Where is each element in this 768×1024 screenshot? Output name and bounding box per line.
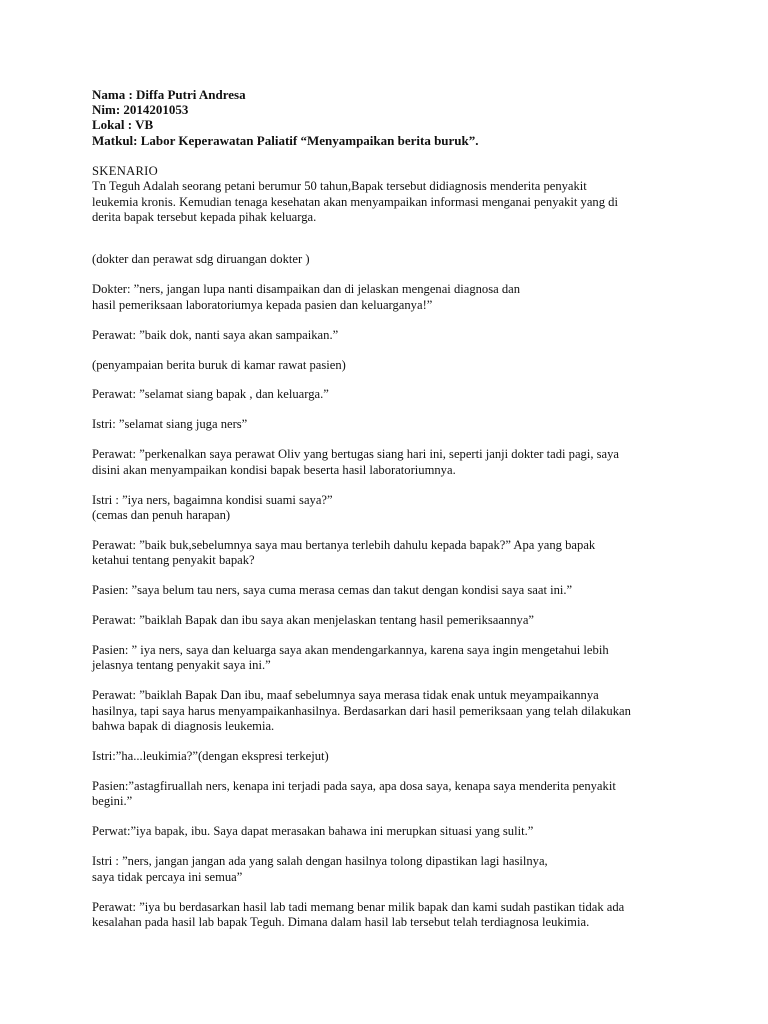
dialogue-line: Dokter: ”ners, jangan lupa nanti disampaikan dan di jelaskan mengenai diagnosa dan xyxy=(92,282,521,297)
paragraph-spacer xyxy=(92,373,692,388)
paragraph-spacer xyxy=(92,599,692,614)
dialogue-paragraph xyxy=(92,252,692,267)
paragraph-spacer xyxy=(92,885,692,900)
dialogue-line: Perawat: ”baik buk,sebelumnya saya mau bertanya terlebih dahulu kepada bapak?” Apa yang bapak xyxy=(92,537,596,552)
paragraph-spacer xyxy=(92,840,692,855)
dialogue-paragraph xyxy=(92,328,692,343)
document-content xyxy=(92,87,692,930)
dialogue-line: kesalahan pada hasil lab bapak Teguh. Dimana dalam hasil lab tersebut telah terdiagnosa leukimia. xyxy=(92,914,590,929)
scenario-line: leukemia kronis. Kemudian tenaga kesehatan akan menyampaikan informasi menganai penyakit yang di xyxy=(92,194,618,209)
dialogue-paragraph xyxy=(92,779,692,810)
course-title: Matkul: Labor Keperawatan Paliatif “Menyampaikan berita buruk”. xyxy=(92,132,479,148)
student-id: Nim: 2014201053 xyxy=(92,102,189,118)
dialogue-paragraph xyxy=(92,583,692,598)
dialogue-line: Pasien:”astagfiruallah ners, kenapa ini terjadi pada saya, apa dosa saya, kenapa saya menderita penyakit xyxy=(92,778,616,793)
dialogue-line: (penyampaian berita buruk di kamar rawat pasien) xyxy=(92,357,346,372)
class-room: Lokal : VB xyxy=(92,117,154,133)
dialogue-paragraph xyxy=(92,447,692,478)
dialogue-paragraph xyxy=(92,824,692,839)
dialogue-line: Perawat: ”iya bu berdasarkan hasil lab tadi memang benar milik bapak dan kami sudah pastikan tidak ada xyxy=(92,899,625,914)
dialogue-line: begini.” xyxy=(92,794,133,809)
dialogue-line: Istri:”ha...leukimia?”(dengan ekspresi terkejut) xyxy=(92,749,329,764)
dialogue-line: hasil pemeriksaan laboratoriumya kepada pasien dan keluarganya!” xyxy=(92,297,433,312)
paragraph-spacer xyxy=(92,810,692,825)
dialogue-line: Istri : ”iya ners, bagaimna kondisi suami saya?” xyxy=(92,492,333,507)
paragraph-spacer xyxy=(92,629,692,644)
paragraph-spacer xyxy=(92,523,692,538)
dialogue-line: saya tidak percaya ini semua” xyxy=(92,869,243,884)
dialogue-paragraph xyxy=(92,854,692,885)
paragraph-spacer xyxy=(92,268,692,283)
paragraph-spacer xyxy=(92,735,692,750)
dialogue-paragraph xyxy=(92,417,692,432)
scenario-line: Tn Teguh Adalah seorang petani berumur 50 tahun,Bapak tersebut didiagnosis menderita penyakit xyxy=(92,179,587,194)
dialogue-line: Perawat: ”baik dok, nanti saya akan sampaikan.” xyxy=(92,327,339,342)
dialogue-line: disini akan menyampaikan kondisi bapak beserta hasil laboratoriumnya. xyxy=(92,462,456,477)
dialogue-line: bahwa bapak di diagnosis leukemia. xyxy=(92,719,275,734)
dialogue-paragraph xyxy=(92,358,692,373)
dialogue-paragraph xyxy=(92,282,692,313)
paragraph-spacer xyxy=(92,343,692,358)
dialogue-line: (cemas dan penuh harapan) xyxy=(92,508,231,522)
dialogue-line: Pasien: ”saya belum tau ners, saya cuma merasa cemas dan takut dengan kondisi saya saat ini.” xyxy=(92,583,573,598)
dialogue-line: ketahui tentang penyakit bapak? xyxy=(92,553,255,568)
dialogue-line: Perawat: ”baiklah Bapak Dan ibu, maaf sebelumnya saya merasa tidak enak untuk meyampaikannya xyxy=(92,688,599,703)
dialogue-line: Pasien: ” iya ners, saya dan keluarga saya akan mendengarkannya, karena saya ingin mengetahui lebih xyxy=(92,643,609,658)
dialogue-line: Perwat:”iya bapak, ibu. Saya dapat merasakan bahawa ini merupkan situasi yang sulit.” xyxy=(92,824,534,839)
paragraph-spacer xyxy=(92,569,692,584)
dialogue-paragraph xyxy=(92,493,692,524)
dialogue-line: Perawat: ”perkenalkan saya perawat Oliv yang bertugas siang hari ini, seperti janji dokter tadi pagi, saya xyxy=(92,447,620,462)
paragraph-spacer xyxy=(92,403,692,418)
dialogue-paragraph xyxy=(92,538,692,569)
dialogue-line: Istri : ”ners, jangan jangan ada yang salah dengan hasilnya tolong dipastikan lagi hasilnya, xyxy=(92,854,548,869)
scenario-section xyxy=(92,164,692,226)
dialogue-paragraph xyxy=(92,387,692,402)
dialogue-line: hasilnya, tapi saya harus menyampaikanhasilnya. Berdasarkan dari hasil pemeriksaan yang telah dilakukan xyxy=(92,703,631,718)
dialogue-line: (dokter dan perawat sdg diruangan dokter ) xyxy=(92,252,310,267)
dialogue-line: Istri: ”selamat siang juga ners” xyxy=(92,417,248,432)
dialogue-paragraph xyxy=(92,643,692,674)
dialogue-paragraph xyxy=(92,749,692,764)
dialogue-line: Perawat: ”baiklah Bapak dan ibu saya akan menjelaskan tentang hasil pemeriksaannya” xyxy=(92,613,535,628)
paragraph-spacer xyxy=(92,433,692,448)
paragraph-spacer xyxy=(92,764,692,779)
student-name: Nama : Diffa Putri Andresa xyxy=(92,87,246,102)
scenario-line: derita bapak tersebut kepada pihak keluarga. xyxy=(92,210,317,225)
paragraph-spacer xyxy=(92,478,692,493)
dialogue-paragraph xyxy=(92,900,692,931)
dialogue-line: Perawat: ”selamat siang bapak , dan keluarga.” xyxy=(92,387,329,402)
dialogue-paragraph xyxy=(92,613,692,628)
scenario-title: SKENARIO xyxy=(92,163,159,178)
dialogue-section xyxy=(92,252,692,930)
paragraph-spacer xyxy=(92,674,692,689)
dialogue-line: jelasnya tentang penyakit saya ini.” xyxy=(92,658,271,673)
dialogue-paragraph xyxy=(92,688,692,734)
paragraph-spacer xyxy=(92,313,692,328)
